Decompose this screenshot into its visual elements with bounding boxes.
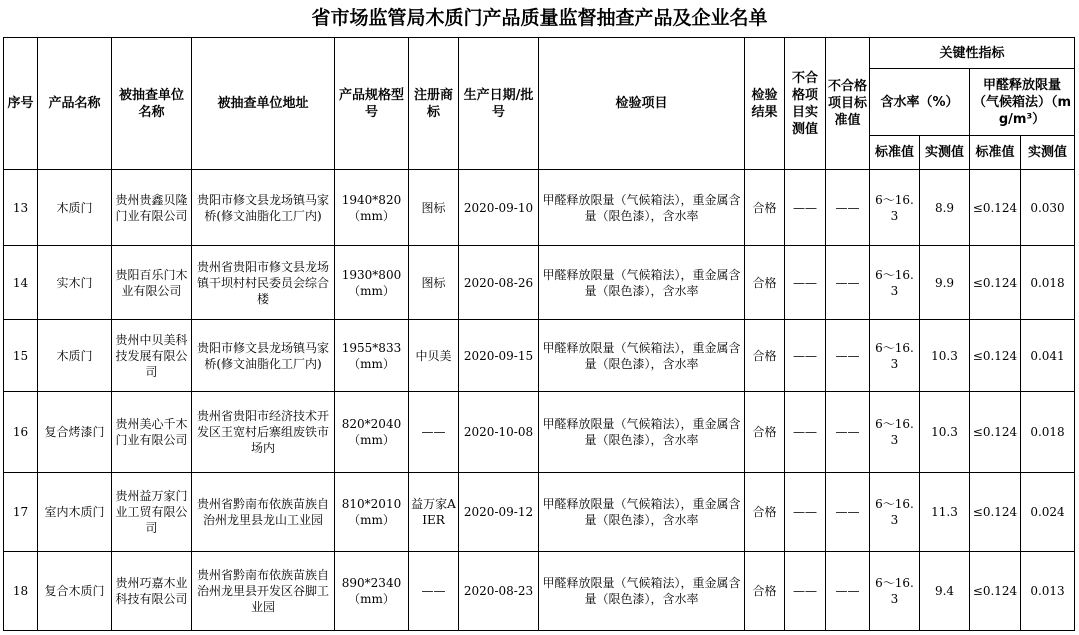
cell-product: 实木门 [38, 246, 112, 320]
cell-moisture-standard: 6～16.3 [870, 392, 920, 473]
header-row-1 [4, 38, 1075, 69]
header-moisture: 含水率（%） [870, 69, 970, 136]
cell-formaldehyde-measured: 0.018 [1021, 246, 1075, 320]
cell-spec: 820*2040（mm） [335, 392, 409, 473]
cell-formaldehyde-standard: ≤0.124 [970, 392, 1021, 473]
header-moisture-standard: 标准值 [870, 136, 920, 170]
cell-product: 复合木质门 [38, 552, 112, 631]
cell-address: 贵阳市修文县龙场镇马家桥(修文油脂化工厂内) [192, 170, 335, 246]
header-seq: 序号 [4, 38, 38, 170]
cell-moisture-standard: 6～16.3 [870, 320, 920, 392]
header-key-indicators: 关键性指标 [870, 38, 1075, 69]
cell-test-items: 甲醛释放限量（气候箱法），重金属含量（限色漆），含水率 [539, 552, 745, 631]
cell-date: 2020-08-26 [459, 246, 539, 320]
cell-seq: 13 [4, 170, 38, 246]
cell-test-items: 甲醛释放限量（气候箱法），重金属含量（限色漆），含水率 [539, 473, 745, 552]
cell-product: 木质门 [38, 320, 112, 392]
table-body [4, 38, 1075, 631]
cell-trademark: —— [409, 392, 459, 473]
cell-failed-standard: —— [826, 552, 870, 631]
cell-formaldehyde-measured: 0.018 [1021, 392, 1075, 473]
cell-test-items: 甲醛释放限量（气候箱法），重金属含量（限色漆），含水率 [539, 320, 745, 392]
cell-company: 贵州美心千木门业有限公司 [112, 392, 192, 473]
cell-product: 木质门 [38, 170, 112, 246]
cell-trademark: 中贝美 [409, 320, 459, 392]
cell-address: 贵阳市修文县龙场镇马家桥(修文油脂化工厂内) [192, 320, 335, 392]
header-failed-measured: 不合格项目实测值 [785, 38, 826, 170]
cell-result: 合格 [745, 552, 785, 631]
table-row [4, 170, 1075, 246]
cell-moisture-measured: 11.3 [920, 473, 970, 552]
table-row [4, 246, 1075, 320]
cell-failed-standard: —— [826, 473, 870, 552]
cell-date: 2020-10-08 [459, 392, 539, 473]
cell-company: 贵州中贝美科技发展有限公司 [112, 320, 192, 392]
cell-address: 贵州省黔南布依族苗族自治州龙里县开发区谷脚工业园 [192, 552, 335, 631]
cell-seq: 17 [4, 473, 38, 552]
header-formaldehyde: 甲醛释放限量（气候箱法）（mg/m³） [970, 69, 1075, 136]
cell-seq: 18 [4, 552, 38, 631]
header-production-date: 生产日期/批号 [459, 38, 539, 170]
cell-failed-measured: —— [785, 552, 826, 631]
cell-spec: 1930*800（mm） [335, 246, 409, 320]
cell-result: 合格 [745, 170, 785, 246]
cell-moisture-standard: 6～16.3 [870, 170, 920, 246]
cell-moisture-measured: 9.4 [920, 552, 970, 631]
document-title: 省市场监管局木质门产品质量监督抽查产品及企业名单 [311, 7, 768, 29]
header-formaldehyde-standard: 标准值 [970, 136, 1021, 170]
cell-failed-standard: —— [826, 320, 870, 392]
cell-date: 2020-09-10 [459, 170, 539, 246]
cell-formaldehyde-standard: ≤0.124 [970, 170, 1021, 246]
cell-trademark: —— [409, 552, 459, 631]
cell-result: 合格 [745, 246, 785, 320]
cell-company: 贵州益万家门业工贸有限公司 [112, 473, 192, 552]
cell-moisture-standard: 6～16.3 [870, 246, 920, 320]
cell-moisture-measured: 8.9 [920, 170, 970, 246]
table-row [4, 392, 1075, 473]
cell-seq: 14 [4, 246, 38, 320]
cell-trademark: 图标 [409, 170, 459, 246]
cell-company: 贵州贵鑫贝隆门业有限公司 [112, 170, 192, 246]
cell-failed-standard: —— [826, 246, 870, 320]
cell-product: 复合烤漆门 [38, 392, 112, 473]
cell-moisture-standard: 6～16.3 [870, 473, 920, 552]
cell-formaldehyde-measured: 0.013 [1021, 552, 1075, 631]
cell-failed-measured: —— [785, 320, 826, 392]
inspection-table [3, 37, 1075, 631]
cell-company: 贵州巧嘉木业科技有限公司 [112, 552, 192, 631]
header-company: 被抽查单位名称 [112, 38, 192, 170]
header-product-name: 产品名称 [38, 38, 112, 170]
cell-failed-measured: —— [785, 473, 826, 552]
cell-address: 贵州省黔南布依族苗族自治州龙里县龙山工业园 [192, 473, 335, 552]
cell-formaldehyde-standard: ≤0.124 [970, 473, 1021, 552]
cell-formaldehyde-measured: 0.030 [1021, 170, 1075, 246]
table-row [4, 320, 1075, 392]
cell-result: 合格 [745, 320, 785, 392]
cell-formaldehyde-standard: ≤0.124 [970, 320, 1021, 392]
cell-moisture-measured: 10.3 [920, 320, 970, 392]
header-failed-standard: 不合格项目标准值 [826, 38, 870, 170]
cell-formaldehyde-measured: 0.041 [1021, 320, 1075, 392]
cell-spec: 1955*833（mm） [335, 320, 409, 392]
header-spec: 产品规格型号 [335, 38, 409, 170]
cell-date: 2020-09-12 [459, 473, 539, 552]
header-trademark: 注册商标 [409, 38, 459, 170]
cell-date: 2020-08-23 [459, 552, 539, 631]
cell-spec: 890*2340（mm） [335, 552, 409, 631]
header-moisture-measured: 实测值 [920, 136, 970, 170]
cell-date: 2020-09-15 [459, 320, 539, 392]
cell-formaldehyde-measured: 0.024 [1021, 473, 1075, 552]
cell-failed-measured: —— [785, 392, 826, 473]
header-address: 被抽查单位地址 [192, 38, 335, 170]
header-result: 检验结果 [745, 38, 785, 170]
cell-failed-measured: —— [785, 246, 826, 320]
cell-seq: 15 [4, 320, 38, 392]
cell-company: 贵阳百乐门木业有限公司 [112, 246, 192, 320]
cell-test-items: 甲醛释放限量（气候箱法），重金属含量（限色漆），含水率 [539, 392, 745, 473]
cell-spec: 1940*820（mm） [335, 170, 409, 246]
cell-spec: 810*2010（mm） [335, 473, 409, 552]
header-test-items: 检验项目 [539, 38, 745, 170]
cell-trademark: 益万家AIER [409, 473, 459, 552]
cell-test-items: 甲醛释放限量（气候箱法），重金属含量（限色漆），含水率 [539, 170, 745, 246]
cell-formaldehyde-standard: ≤0.124 [970, 552, 1021, 631]
cell-moisture-measured: 9.9 [920, 246, 970, 320]
header-formaldehyde-measured: 实测值 [1021, 136, 1075, 170]
cell-failed-measured: —— [785, 170, 826, 246]
cell-test-items: 甲醛释放限量（气候箱法），重金属含量（限色漆），含水率 [539, 246, 745, 320]
cell-formaldehyde-standard: ≤0.124 [970, 246, 1021, 320]
cell-result: 合格 [745, 392, 785, 473]
table-row [4, 473, 1075, 552]
cell-failed-standard: —— [826, 170, 870, 246]
cell-failed-standard: —— [826, 392, 870, 473]
cell-seq: 16 [4, 392, 38, 473]
cell-trademark: 图标 [409, 246, 459, 320]
table-row [4, 552, 1075, 631]
cell-moisture-measured: 10.3 [920, 392, 970, 473]
cell-moisture-standard: 6～16.3 [870, 552, 920, 631]
cell-product: 室内木质门 [38, 473, 112, 552]
cell-address: 贵州省贵阳市经济技术开发区王宽村后寨组废铁市场内 [192, 392, 335, 473]
cell-address: 贵州省贵阳市修文县龙场镇干坝村村民委员会综合楼 [192, 246, 335, 320]
cell-result: 合格 [745, 473, 785, 552]
